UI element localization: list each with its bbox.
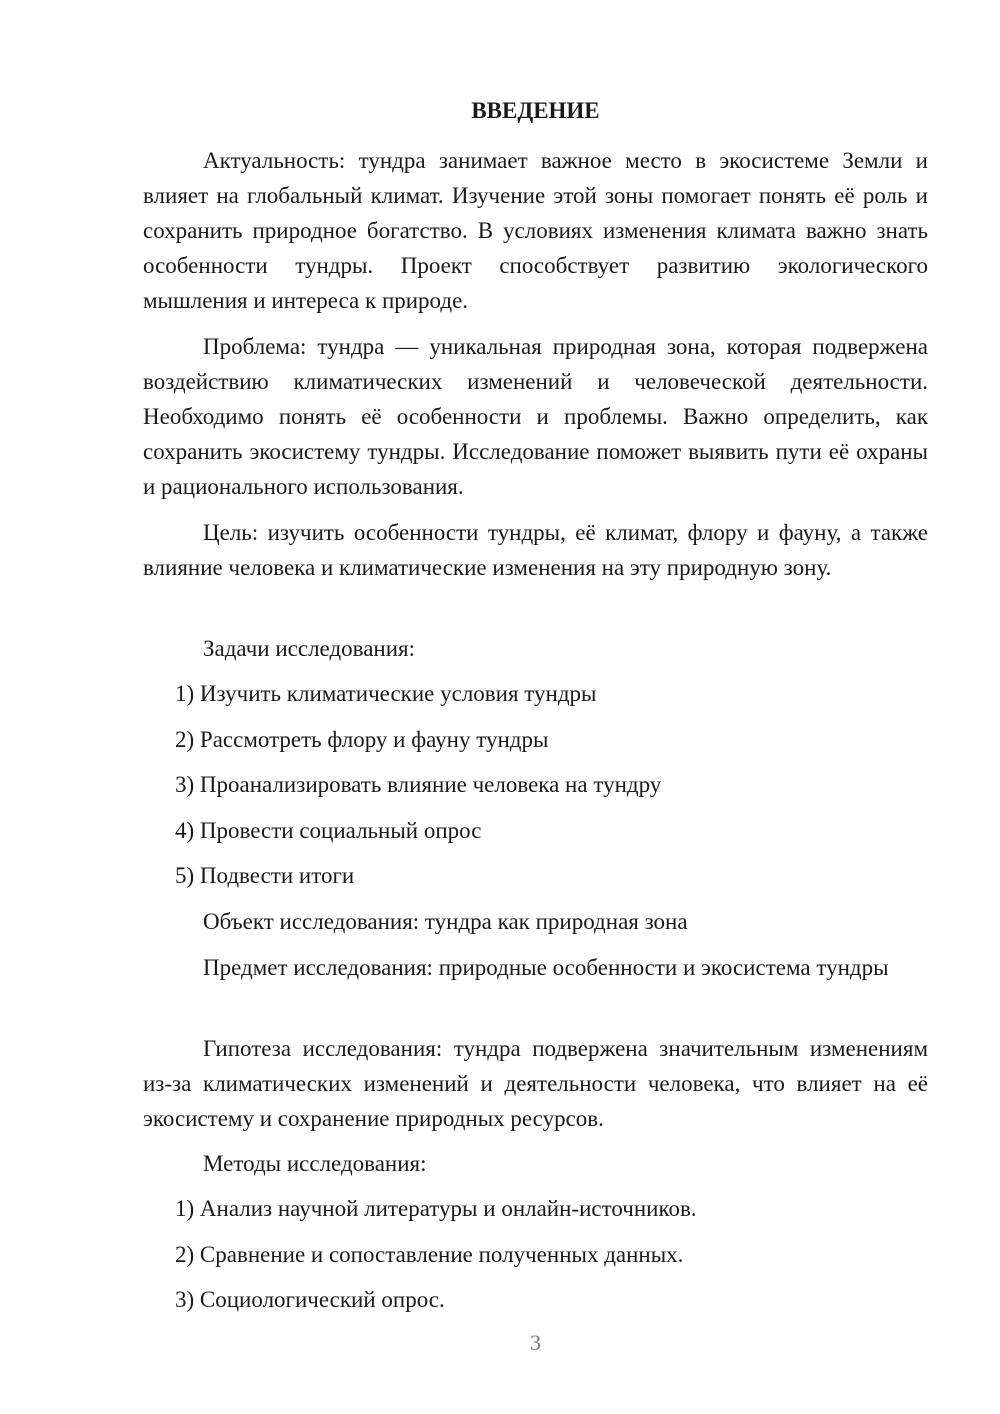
object-line: Объект исследования: тундра как природная зона	[203, 909, 688, 934]
method-item: 3) Социологический опрос.	[175, 1287, 445, 1312]
problem-paragraph: Проблема: тундра — уникальная природная зона, которая подвержена воздействию климатических изменений и человеческой деятельности. Необходимо понять её особенности и проблемы. Важно определить, как сохранить экосистему тундры. Исследование поможет выявить пути её охраны и рационального использования.	[143, 334, 928, 499]
task-item: 3) Проанализировать влияние человека на тундру	[175, 772, 662, 797]
method-item: 2) Сравнение и сопоставление полученных данных.	[175, 1242, 684, 1267]
document-page	[143, 0, 928, 1414]
method-item: 1) Анализ научной литературы и онлайн-источников.	[175, 1196, 697, 1221]
hypothesis-paragraph: Гипотеза исследования: тундра подвержена значительным изменениям из-за климатических изменений и деятельности человека, что влияет на её экосистему и сохранение природных ресурсов.	[143, 1036, 928, 1131]
methods-label: Методы исследования:	[203, 1151, 427, 1176]
task-item: 1) Изучить климатические условия тундры	[175, 681, 597, 706]
subject-paragraph: Предмет исследования: природные особенности и экосистема тундры	[203, 955, 889, 980]
relevance-paragraph: Актуальность: тундра занимает важное место в экосистеме Земли и влияет на глобальный климат. Изучение этой зоны помогает понять её роль и сохранить природное богатство. В условиях изменения климата важно знать особенности тундры. Проект способствует развитию экологического мышления и интереса к природе.	[143, 148, 928, 313]
task-item: 2) Рассмотреть флору и фауну тундры	[175, 727, 549, 752]
section-heading: ВВЕДЕНИЕ	[471, 98, 600, 123]
tasks-label: Задачи исследования:	[203, 636, 416, 661]
goal-paragraph: Цель: изучить особенности тундры, её климат, флору и фауну, а также влияние человека и климатические изменения на эту природную зону.	[143, 520, 928, 580]
task-item: 5) Подвести итоги	[175, 863, 355, 888]
page-number: 3	[530, 1330, 541, 1355]
task-item: 4) Провести социальный опрос	[175, 818, 482, 843]
